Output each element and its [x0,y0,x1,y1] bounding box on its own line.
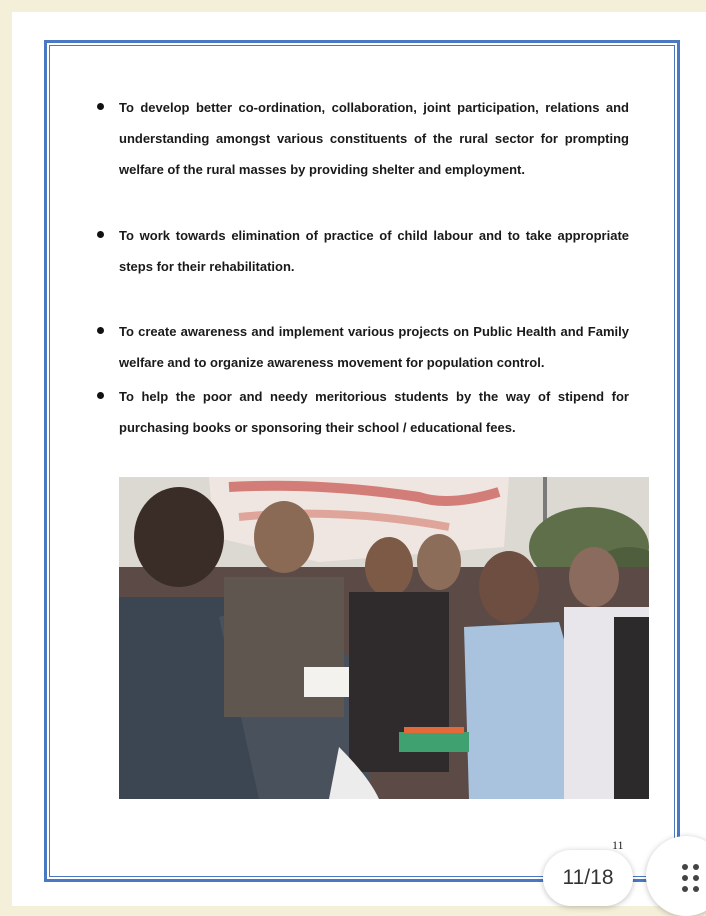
bullet-icon [97,103,104,110]
list-item [97,381,629,443]
bullet-icon [97,231,104,238]
list-item-text: To develop better co-ordination, collaboration, joint participation, relations and understanding amongst various constituents of the rural sector for prompting welfare of the rural masses by providing shelter and employment. [119,100,629,177]
list-item-text: To help the poor and needy meritorious students by the way of stipend for purchasing books or sponsoring their school / educational fees. [119,389,629,435]
objectives-list [97,92,629,443]
page-indicator[interactable]: 11/18 [543,850,633,906]
list-item-text: To work towards elimination of practice of child labour and to take appropriate steps for their rehabilitation. [119,228,629,274]
bullet-icon [97,392,104,399]
grid-dots-icon [682,864,700,892]
list-item [97,220,629,282]
event-photo [119,477,649,799]
bullet-icon [97,327,104,334]
page-number: 11 [612,838,624,852]
list-item [97,316,629,378]
list-item [97,92,629,185]
list-item-text: To create awareness and implement various projects on Public Health and Family welfare and to organize awareness movement for population control. [119,324,629,370]
